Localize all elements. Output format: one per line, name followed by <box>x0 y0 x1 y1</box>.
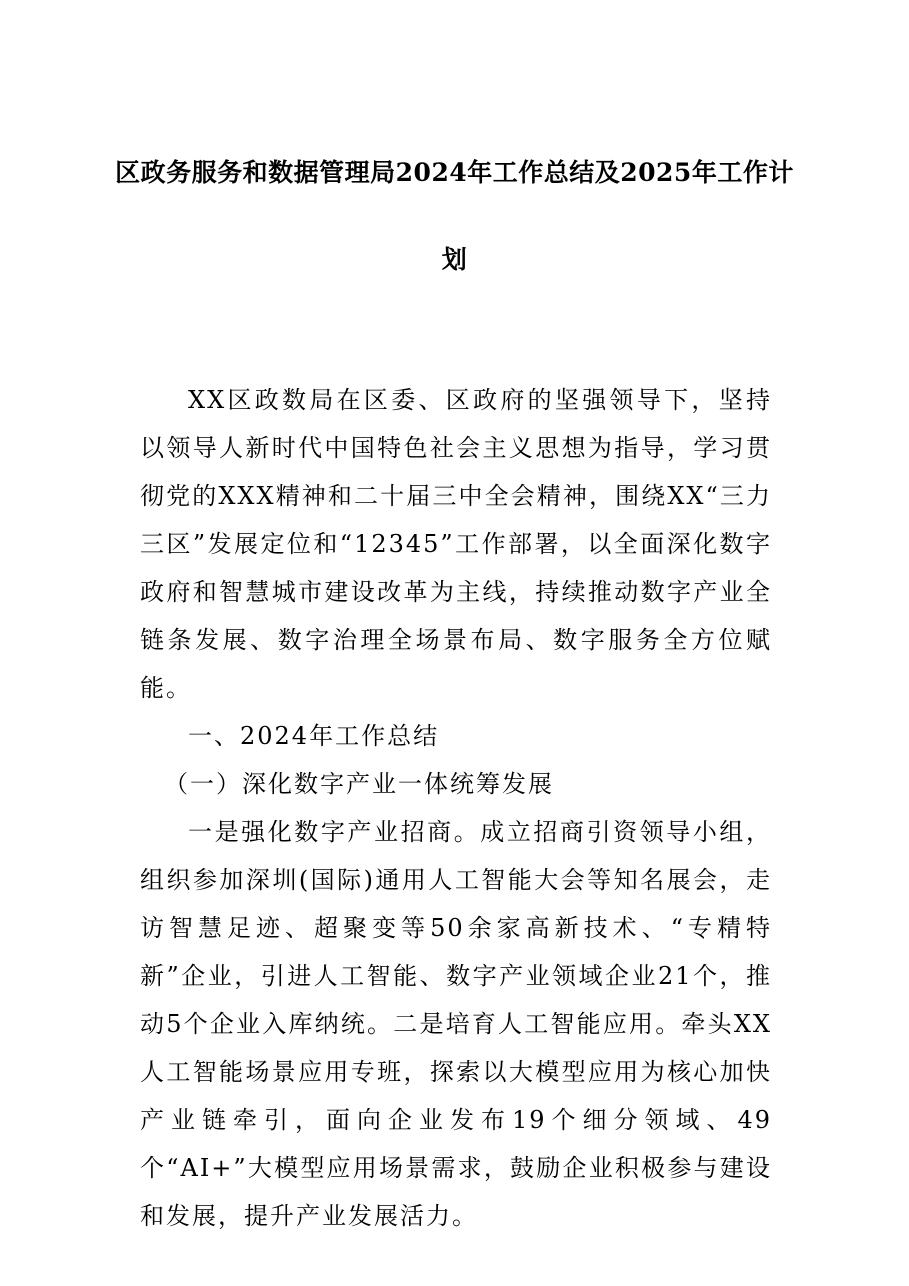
document-body <box>140 376 772 1240</box>
section-heading-1: 一、2024年工作总结 <box>188 722 440 750</box>
document-title-line-2: 划 <box>441 245 468 274</box>
subsection-heading-1: （一）深化数字产业一体统筹发展 <box>164 770 554 798</box>
body-paragraph-1: 一是强化数字产业招商。成立招商引资领导小组，组织参加深圳(国际)通用人工智能大会等知名展会，走访智慧足迹、超聚变等50余家高新技术、“专精特新”企业，引进人工智能、数字产业领域企业21个，推动5个企业入库纳统。二是培育人工智能应用。牵头XX人工智能场景应用专班，探索以大模型应用为核心加快产业链牵引，面向企业发布19个细分领域、49个“AI+”大模型应用场景需求，鼓励企业积极参与建设和发展，提升产业发展活力。 <box>140 818 772 1230</box>
document-title-line-1: 区政务服务和数据管理局2024年工作总结及2025年工作计 <box>115 158 794 187</box>
intro-paragraph: XX区政数局在区委、区政府的坚强领导下，坚持以领导人新时代中国特色社会主义思想为指导，学习贯彻党的XXX精神和二十届三中全会精神，围绕XX“三力三区”发展定位和“12345”工作部署，以全面深化数字政府和智慧城市建设改革为主线，持续推动数字产业全链条发展、数字治理全场景布局、数字服务全方位赋能。 <box>140 386 772 702</box>
